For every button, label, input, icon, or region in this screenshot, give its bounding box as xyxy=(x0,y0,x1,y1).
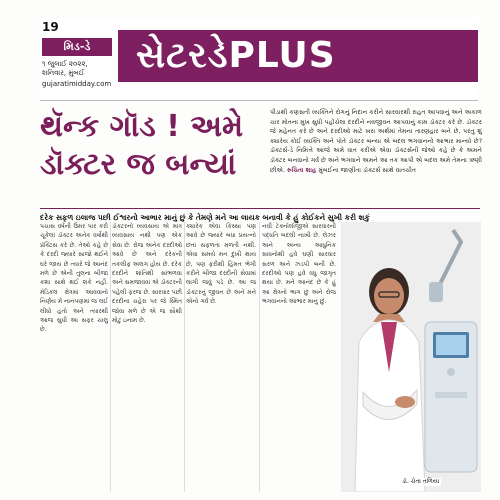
intro-text: પીડાથી કણસતી વ્યક્તિને રોગનું નિદાન કરીને સારવારથી રાહત આપવાનું અને અકાળ ચાર મોતના મુખ સુધી પહોંચેલા દરદીને નવજીવન આપવાનું કામ ડૉક્ટર કરે છે. ડૉક્ટર જે મહેનત કરે છે અને દરદીઓ માટે ખરા અર્થમાં તેમના તારણહાર બને છે, પરંતુ શું ક્યારેય કોઈ વ્યક્તિ અને પોતે ડૉક્ટર બન્યા એ બદલ ભગવાનનો આભાર માન્યો છે? ડૉક્ટર્સ-ડે નિમિત્તે આજે અમે વાત કરીએ એવા ડૉક્ટર્સની જેઓ કહે છે કે અમને ડૉક્ટર બનવાનો ગર્વ છે અને ભગવાને અમને આ તક આપી એ બદલ અમે તેમના ઋણી છીએ. xyxy=(270,109,482,174)
doctor-photo xyxy=(341,222,481,492)
date-line-1: ૧ જુલાઈ ૨૦૨૨, xyxy=(42,60,88,68)
column-divider xyxy=(259,222,260,492)
section-banner xyxy=(118,30,478,82)
column-divider xyxy=(110,222,111,492)
subheadline: દરેક સફળ ઇલાજ પછી ઈશ્વરનો આભાર માનું છું કે તેમણે મને આ લાયક બનાવી કે હું કોઈકને સુખી કરી શકું xyxy=(40,208,480,223)
author-suffix: મુંબઈના જાણીતા ડૉક્ટર્સ સાથે વાતચીત xyxy=(316,166,416,174)
body-column-1: પચાસ વર્ષની ઉંમર પાર કરી ચૂકેલાં ડૉક્ટર અનેક વર્ષોથી પ્રૅક્ટિસ કરે છે. તેઓ કહે છે કે દરદી જ્યારે સાજો થઈને ઘરે જાય છે ત્યારે જે આનંદ મળે છે એની તુલના બીજા કશા સાથે થઈ શકે નહીં. મેડિકલ ક્ષેત્રમાં આવવાનો નિર્ણય મેં નાનપણમાં જ લઈ લીધો હતો અને ત્યારથી આજ સુધી આ સફર ચાલુ છે. xyxy=(40,223,108,334)
headline-line-2: ડૉક્ટર જ બન્યાં xyxy=(40,147,237,182)
body-column-2: ડૉક્ટરનો વ્યવસાય એ માત્ર વ્યવસાય નથી પણ એક સેવા છે. રોજ અનેક દરદીઓ આવે છે અને દરેકની તકલીફ અલગ હોય છે. દરેક દરદીને શાંતિથી સાંભળવા અને સમજાવવા એ ડૉક્ટરની પહેલી ફરજ છે. સારવાર પછી દરદીના ચહેરા પર જે સ્મિત જોવા મળે છે એ જ સૌથી મોટું ઇનામ છે. xyxy=(112,223,182,325)
page-header xyxy=(40,18,478,104)
intro-paragraph xyxy=(270,108,482,175)
body-column-3: ક્યારેક એવા કિસ્સા પણ આવે છે જ્યારે બધા પ્રયત્નો છતાં સફળતા મળતી નથી. એવા સમયે મન દુખી થાય છે, પણ ફરીથી હિંમત ભેગી કરીને બીજા દરદીની સેવામાં લાગી જવું પડે છે. આ જ ડૉક્ટરનું જીવન છે અને મને એનો ગર્વ છે. xyxy=(186,223,256,306)
body-column-4: નવી ટેક્નૉલૉજીએ સારવારની પદ્ધતિ બદલી નાખી છે. લેઝર અને અન્ય આધુનિક સાધનોથી હવે ઘણી સારવાર સરળ અને ઝડપી બની છે. દરદીઓ પણ હવે વધુ જાગૃત થયા છે. મને આનંદ છે કે હું આ ક્ષેત્રનો ભાગ છું અને રોજ ભગવાનનો આભાર માનું છું. xyxy=(262,223,336,306)
issue-date xyxy=(42,60,88,78)
headline xyxy=(40,108,265,184)
website-url: gujaratimidday.com xyxy=(42,80,112,88)
headline-line-1: થૅન્ક ગૉડ ! અમે xyxy=(40,109,244,144)
column-divider xyxy=(184,222,185,492)
brand-logo: મિડ-ડે xyxy=(42,38,112,56)
photo-caption: ડૉ. ચેતા તળિયા xyxy=(402,478,440,485)
section-title: સેટરડેPLUS xyxy=(136,35,336,76)
header-rule xyxy=(40,100,478,101)
author-name: રુચિતા શાહ xyxy=(287,166,317,174)
page-number: 19 xyxy=(42,20,59,34)
date-line-2: શનિવાર, મુંબઈ xyxy=(42,69,85,77)
doctor-photo-illustration xyxy=(341,222,481,492)
